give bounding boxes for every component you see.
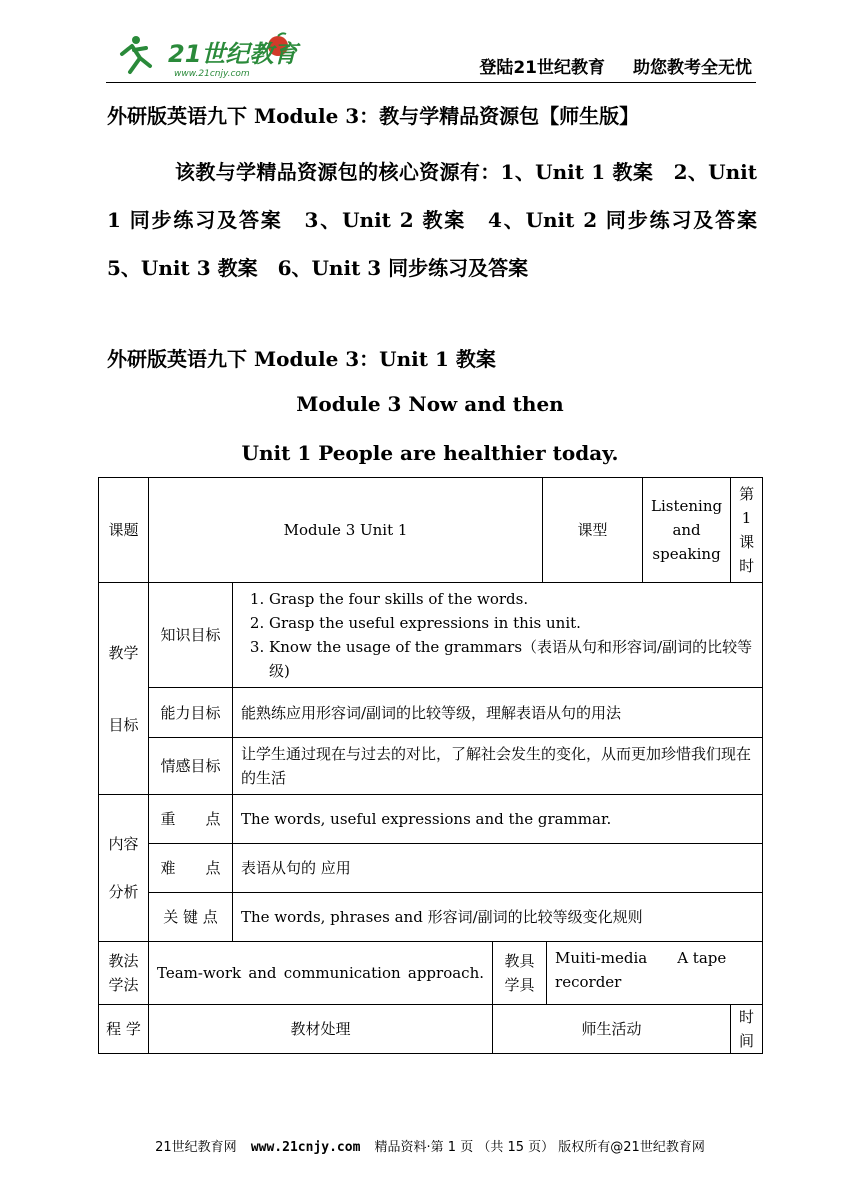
goals-label-line: 目标 (108, 715, 139, 734)
table-row (99, 844, 763, 893)
knowledge-goals-list (241, 587, 754, 683)
difficult-point-label: 难 点 (149, 844, 233, 893)
svg-text:www.21cnjy.com: www.21cnjy.com (174, 69, 250, 79)
method-label (99, 942, 149, 1005)
list-item: 3. Know the usage of the grammars（表语从句和形容词/副词的比较等级) (269, 635, 754, 683)
table-row (99, 893, 763, 942)
table-row (99, 738, 763, 795)
intro-paragraph: 该教与学精品资源包的核心资源有：1、Unit 1 教案 2、Unit 1 同步练习及答案 3、Unit 2 教案 4、Unit 2 同步练习及答案 5、Unit 3 教案 6、Unit 3 同步练习及答案 (107, 160, 777, 280)
page-footer (0, 1136, 860, 1155)
slogan-right: 助您教考全无忧 (633, 58, 752, 78)
type-value-line: speaking (652, 545, 721, 563)
lesson-number: 第 1 课时 (731, 478, 763, 583)
table-row (99, 1005, 763, 1054)
page-header (106, 30, 756, 83)
unit-title: Unit 1 People are healthier today. (241, 441, 619, 465)
lesson-plan-table (98, 477, 763, 1054)
footer-page-info: 精品资料·第 1 页 （共 15 页） 版权所有@21世纪教育网 (374, 1140, 705, 1155)
topic-label: 课题 (99, 478, 149, 583)
emotion-value: 让学生通过现在与过去的对比，了解社会发生的变化，从而更加珍惜我们现在的生活 (233, 738, 763, 795)
tools-label-line: 学具 (504, 976, 535, 994)
material-label: 教材处理 (149, 1005, 493, 1054)
goals-label (99, 583, 149, 795)
method-label-line: 学法 (108, 976, 139, 994)
footer-url-link[interactable]: www.21cnjy.com (250, 1140, 361, 1155)
key-point-value: The words, useful expressions and the grammar. (233, 795, 763, 844)
time-label-line: 间 (739, 1032, 755, 1050)
topic-value: Module 3 Unit 1 (149, 478, 543, 583)
method-value: Team-work and communication approach. (149, 942, 493, 1005)
footer-site: 21世纪教育网 (155, 1140, 237, 1155)
knowledge-label: 知识目标 (149, 583, 233, 688)
table-row (99, 795, 763, 844)
activity-label: 师生活动 (493, 1005, 731, 1054)
svg-text:21世纪教育: 21世纪教育 (168, 40, 298, 68)
knowledge-goals (233, 583, 763, 688)
module-title: Module 3 Now and then (296, 392, 564, 416)
slogan-left: 登陆21世纪教育 (479, 58, 605, 78)
crucial-point-value: The words, phrases and 形容词/副词的比较等级变化规则 (233, 893, 763, 942)
difficult-point-value: 表语从句的 应用 (233, 844, 763, 893)
content-label (99, 795, 149, 942)
time-label-line: 时 (739, 1008, 755, 1026)
key-point-label: 重 点 (149, 795, 233, 844)
content-label-line: 内容 (108, 835, 139, 853)
process-label: 程 学 (99, 1005, 149, 1054)
logo-21cnjy (110, 32, 310, 80)
crucial-point-label: 关 键 点 (149, 893, 233, 942)
time-label (731, 1005, 763, 1054)
tools-value: Muiti-media A tape recorder (547, 942, 763, 1005)
list-item: 2. Grasp the useful expressions in this unit. (269, 611, 754, 635)
table-row (99, 478, 763, 583)
table-row (99, 688, 763, 738)
goals-label-line: 教学 (108, 643, 139, 662)
type-value-line: Listening (651, 497, 723, 515)
tools-label-line: 教具 (504, 952, 535, 970)
method-label-line: 教法 (108, 952, 139, 970)
document-title: 外研版英语九下 Module 3：教与学精品资源包【师生版】 (107, 104, 640, 128)
header-slogan (451, 53, 752, 78)
table-row (99, 583, 763, 688)
type-label: 课型 (543, 478, 643, 583)
emotion-label: 情感目标 (149, 738, 233, 795)
content-label-line: 分析 (108, 883, 139, 901)
section-title: 外研版英语九下 Module 3：Unit 1 教案 (107, 347, 496, 371)
tools-label (493, 942, 547, 1005)
type-value (643, 478, 731, 583)
table-row (99, 942, 763, 1005)
ability-value: 能熟练应用形容词/副词的比较等级，理解表语从句的用法 (233, 688, 763, 738)
list-item: 1. Grasp the four skills of the words. (269, 587, 754, 611)
ability-label: 能力目标 (149, 688, 233, 738)
type-value-line: and (672, 521, 701, 539)
